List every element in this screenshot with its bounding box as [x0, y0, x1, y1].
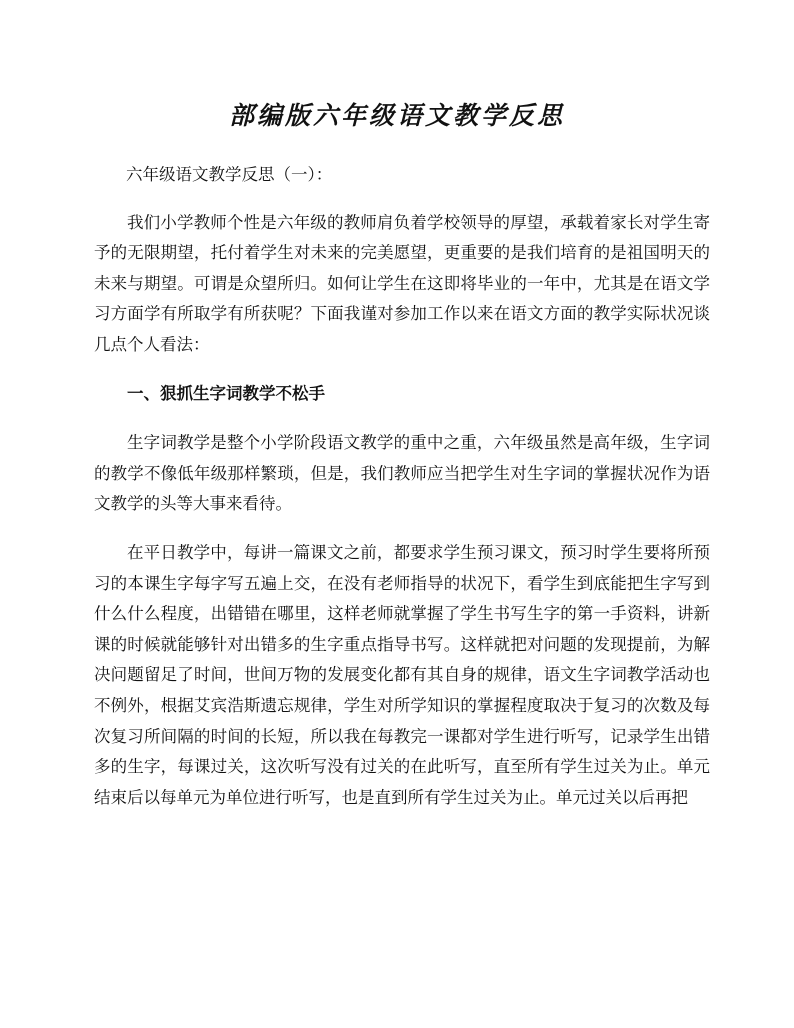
paragraph-intro: 我们小学教师个性是六年级的教师肩负着学校领导的厚望，承载着家长对学生寄予的无限期望，托付着学生对未来的完美愿望，更重要的是我们培育的是祖国明天的未来与期望。可谓是众望所归。如何让学生在这即将毕业的一年中，尤其是在语文学习方面学有所取学有所获呢？下面我谨对参加工作以来在语文方面的教学实际状况谈几点个人看法：: [94, 212, 710, 354]
spacer: [94, 520, 710, 538]
section-subtitle: 六年级语文教学反思（一）：: [126, 165, 333, 184]
spacer: [94, 409, 710, 428]
spacer: [94, 191, 710, 208]
document-title: 部编版六年级语文教学反思: [228, 101, 565, 130]
document-body: [94, 156, 710, 813]
paragraph-vocabulary: 生字词教学是整个小学阶段语文教学的重中之重，六年级虽然是高年级，生字词的教学不像低年级那样繁琐，但是，我们教师应当把学生对生字词的掌握状况作为语文教学的头等大事来看待。: [94, 433, 710, 514]
section-heading: 一、狠抓生字词教学不松手: [127, 383, 325, 403]
spacer: [94, 361, 710, 379]
subtitle-container: [94, 156, 710, 191]
paragraph-daily-teaching: 在平日教学中，每讲一篇课文之前，都要求学生预习课文，预习时学生要将所预习的本课生字每字写五遍上交，在没有老师指导的状况下，看学生到底能把生字写到什么什么程度，出错错在哪里，这样老师就掌握了学生书写生字的第一手资料，讲新课的时候就能够针对出错多的生字重点指导书写。这样就把对问题的发现提前，为解决问题留足了时间，世间万物的发展变化都有其自身的规律，语文生字词教学活动也不例外，根据艾宾浩斯遗忘规律，学生对所学知识的掌握程度取决于复习的次数及每次复习所间隔的时间的长短，所以我在每教完一课都对学生进行听写，记录学生出错多的生字，每课过关，这次听写没有过关的在此听写，直至所有学生过关为止。单元结束后以每单元为单位进行听写，也是直到所有学生过关为止。单元过关以后再把: [94, 542, 710, 807]
